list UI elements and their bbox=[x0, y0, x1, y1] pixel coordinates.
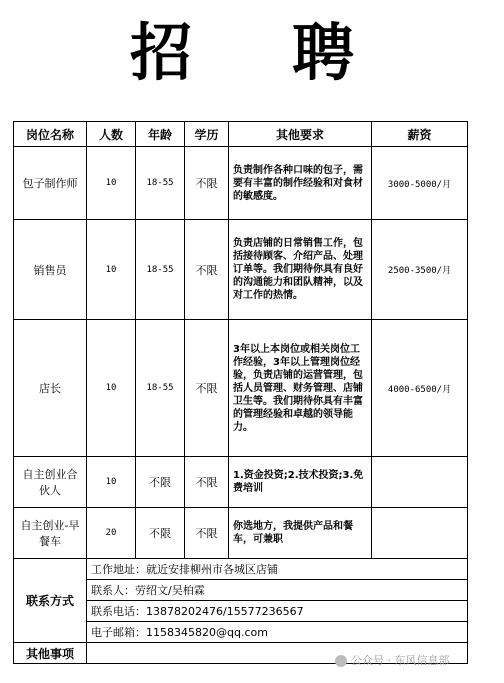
education-cell: 不限 bbox=[185, 220, 229, 320]
contact-address: 工作地址：就近安排柳州市各城区店铺 bbox=[87, 559, 468, 580]
position-cell: 销售员 bbox=[14, 220, 87, 320]
header-salary: 薪资 bbox=[372, 122, 468, 147]
count-cell: 10 bbox=[87, 220, 136, 320]
title-char-2: 聘 bbox=[292, 16, 355, 89]
position-cell: 店长 bbox=[14, 320, 87, 457]
table-row bbox=[14, 147, 468, 220]
salary-cell bbox=[372, 508, 468, 559]
contact-row bbox=[14, 559, 468, 580]
position-cell: 自主创业-早餐车 bbox=[14, 508, 87, 559]
requirements-cell: 负责店铺的日常销售工作，包括接待顾客、介绍产品、处理订单等。我们期待你具有良好的沟通能力和团队精神，以及对工作的热情。 bbox=[229, 220, 372, 320]
requirements-cell: 1.资金投资;2.技术投资;3.免费培训 bbox=[229, 457, 372, 508]
table-row bbox=[14, 508, 468, 559]
contact-phone: 联系电话：13878202476/15577236567 bbox=[87, 601, 468, 622]
requirements-cell: 3年以上本岗位或相关岗位工作经验，3年以上管理岗位经验，负责店铺的运营管理，包括人员管理、财务管理、店铺卫生等。我们期待你具有丰富的管理经验和卓越的领导能力。 bbox=[229, 320, 372, 457]
position-cell: 自主创业合伙人 bbox=[14, 457, 87, 508]
salary-cell bbox=[372, 457, 468, 508]
count-cell: 10 bbox=[87, 457, 136, 508]
count-cell: 10 bbox=[87, 147, 136, 220]
header-age: 年龄 bbox=[136, 122, 185, 147]
salary-cell: 4000-6500/月 bbox=[372, 320, 468, 457]
education-cell: 不限 bbox=[185, 320, 229, 457]
education-cell: 不限 bbox=[185, 457, 229, 508]
position-cell: 包子制作师 bbox=[14, 147, 87, 220]
age-cell: 18-55 bbox=[136, 220, 185, 320]
watermark bbox=[335, 652, 450, 668]
education-cell: 不限 bbox=[185, 508, 229, 559]
title-char-1: 招 bbox=[130, 16, 193, 89]
table-row bbox=[14, 457, 468, 508]
header-position: 岗位名称 bbox=[14, 122, 87, 147]
page-title bbox=[0, 8, 504, 113]
header-count: 人数 bbox=[87, 122, 136, 147]
wechat-icon bbox=[335, 655, 347, 667]
header-requirements: 其他要求 bbox=[229, 122, 372, 147]
age-cell: 不限 bbox=[136, 508, 185, 559]
age-cell: 不限 bbox=[136, 457, 185, 508]
table-row bbox=[14, 220, 468, 320]
contact-person: 联系人：劳绍文/吴柏霖 bbox=[87, 580, 468, 601]
requirements-cell: 负责制作各种口味的包子，需要有丰富的制作经验和对食材的敏感度。 bbox=[229, 147, 372, 220]
salary-cell: 2500-3500/月 bbox=[372, 220, 468, 320]
salary-cell: 3000-5000/月 bbox=[372, 147, 468, 220]
age-cell: 18-55 bbox=[136, 320, 185, 457]
recruitment-table bbox=[13, 121, 468, 664]
table-header-row bbox=[14, 122, 468, 147]
requirements-cell: 你选地方，我提供产品和餐车，可兼职 bbox=[229, 508, 372, 559]
contact-email: 电子邮箱：1158345820@qq.com bbox=[87, 622, 468, 643]
count-cell: 20 bbox=[87, 508, 136, 559]
count-cell: 10 bbox=[87, 320, 136, 457]
age-cell: 18-55 bbox=[136, 147, 185, 220]
watermark-text: 公众号 · 东风信息部 bbox=[351, 654, 450, 667]
education-cell: 不限 bbox=[185, 147, 229, 220]
other-label: 其他事项 bbox=[14, 643, 87, 664]
header-education: 学历 bbox=[185, 122, 229, 147]
table-row bbox=[14, 320, 468, 457]
contact-label: 联系方式 bbox=[14, 559, 87, 643]
